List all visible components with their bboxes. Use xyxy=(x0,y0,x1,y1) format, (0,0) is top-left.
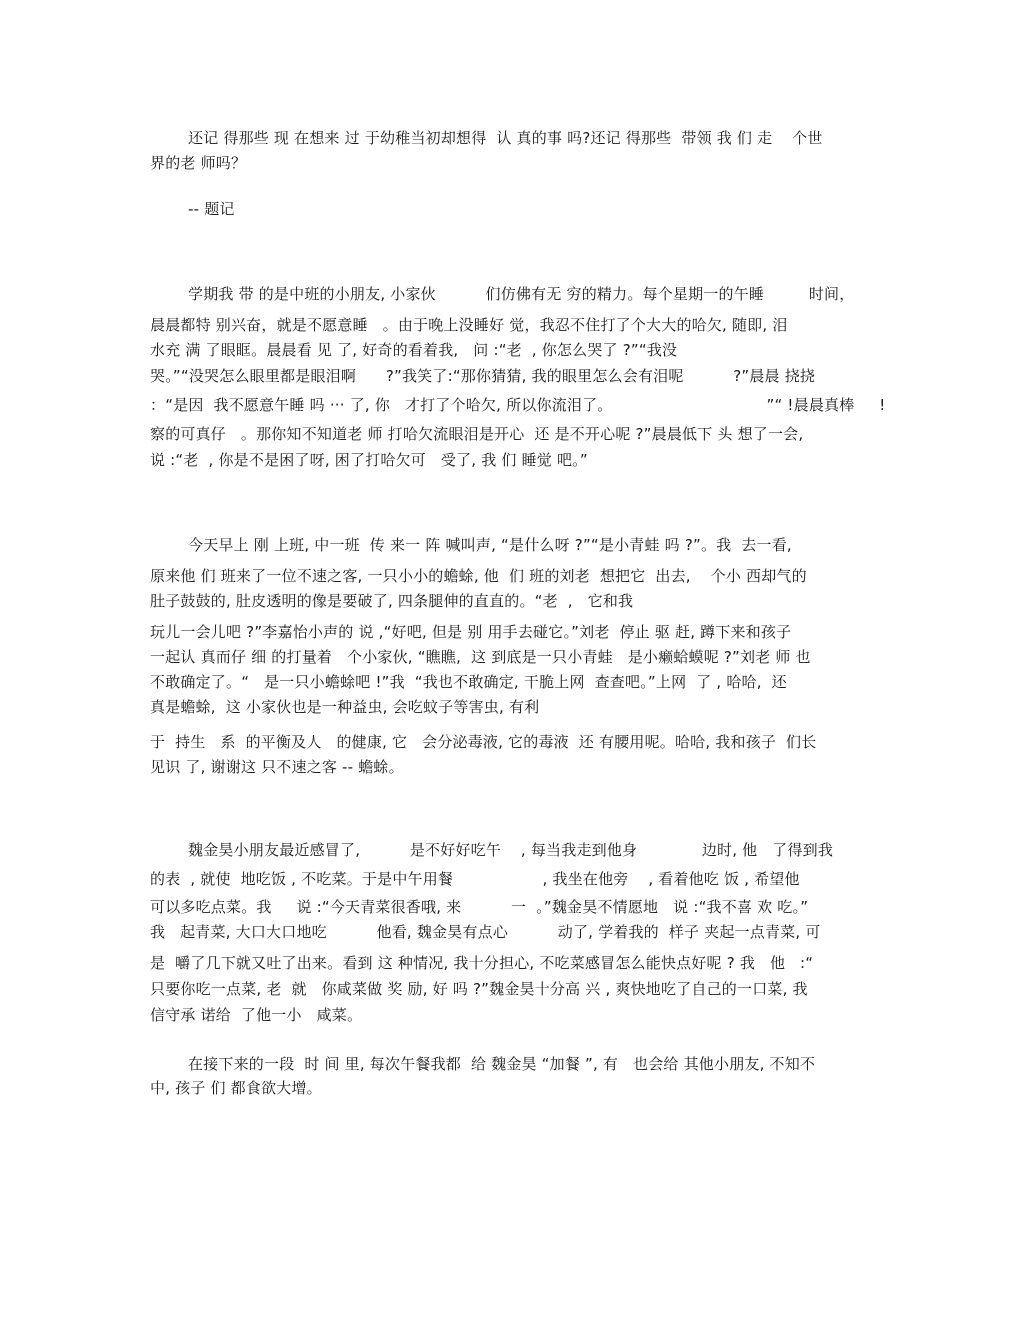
paragraph-line: 是 嚼了几下就又吐了出来。看到 这 种情况, 我十分担心, 不吃菜感冒怎么能快点好呢 ? 我 他 :“ xyxy=(150,954,814,972)
paragraph-line: 说 :“老 , 你是不是困了呀, 困了打哈欠可 受了, 我 们 睡觉 吧。” xyxy=(150,451,588,469)
paragraph-line: 见识 了, 谢谢这 只不速之客 -- 蟾蜍。 xyxy=(150,758,404,776)
paragraph-line: 肚子鼓鼓的, 肚皮透明的像是要破了, 四条腿伸的直直的。“老 , 它和我 xyxy=(150,592,634,610)
paragraph-line: 我 起青菜, 大口大口地吃 他看, 魏金昊有点心 动了, 学着我的 样子 夹起一点青菜, 可 xyxy=(150,923,821,941)
paragraph-line: 察的可真仔 。那你知不知道老 师 打哈欠流眼泪是开心 还 是不开心呢 ?”晨晨低下 头 想了一会, xyxy=(150,425,804,443)
paragraph-line: ：“是因 我不愿意午睡 吗 ··· 了, 你 才打了个哈欠, 所以你流泪了。 ”“ !晨晨真棒 ! xyxy=(150,396,886,414)
paragraph-line: 可以多吃点菜。我 说 :“今天青菜很香哦, 来 一 。”魏金昊不情愿地 说 :“我不喜 欢 吃。” xyxy=(150,898,809,916)
paragraph-line: 水充 满 了眼眶。晨晨看 见 了, 好奇的看着我, 问 :“老 , 你怎么哭了 ?”“我没 xyxy=(150,341,678,359)
paragraph-line: 真是蟾蜍, 这 小家伙也是一种益虫, 会吃蚊子等害虫, 有利 xyxy=(150,698,540,716)
paragraph-line: 玩儿一会儿吧 ?”李嘉怡小声的 说 ,“好吧, 但是 别 用手去碰它。”刘老 停止 驱 赶, 蹲下来和孩子 xyxy=(150,623,792,641)
paragraph-line: 于 持生 系 的平衡及人 的健康, 它 会分泌毒液, 它的毒液 还 有腰用呢。哈哈, 我和孩子 们长 xyxy=(150,733,817,751)
paragraph-line: 在接下来的一段 时 间 里, 每次午餐我都 给 魏金昊 “加餐 ”, 有 也会给 其他小朋友, 不知不 xyxy=(188,1055,816,1073)
paragraph-line: 只要你吃一点菜, 老 就 你咸菜做 奖 励, 好 吗 ?”魏金昊十分高 兴 , 爽快地吃了自己的一口菜, 我 xyxy=(150,980,808,998)
epigraph: -- 题记 xyxy=(188,200,235,218)
intro-line: 界的老 师吗？ xyxy=(150,154,247,172)
paragraph-line: 信守承 诺给 了他一小 咸菜。 xyxy=(150,1006,363,1024)
paragraph-line: 中, 孩子 们 都食欲大增。 xyxy=(150,1079,322,1097)
paragraph-line: 原来他 们 班来了一位不速之客, 一只小小的蟾蜍, 他 们 班的刘老 想把它 出去, 个小 西却气的 xyxy=(150,567,807,585)
paragraph-line: 不敢确定了。“ 是一只小蟾蜍吧 !”我 “我也不敢确定, 干脆上网 查查吧。”上网 了 , 哈哈, 还 xyxy=(150,673,787,691)
paragraph-line: 晨晨都特 别兴奋，就是不愿意睡 。由于晚上没睡好 觉，我忍不住打了个大大的哈欠, 随即, 泪 xyxy=(150,316,788,334)
paragraph-line: 哭。”“没哭怎么眼里都是眼泪啊 ?”我笑了:“那你猜猜, 我的眼里怎么会有泪呢 ?”晨晨 挠挠 xyxy=(150,367,816,385)
paragraph-line: 的表 , 就使 地吃饭 , 不吃菜。于是中午用餐 , 我坐在他旁 , 看着他吃 饭 , 希望他 xyxy=(150,870,800,888)
intro-line: 还记 得那些 现 在想来 过 于幼稚当初却想得 认 真的事 吗?还记 得那些 带领 我 们 走 个世 xyxy=(188,129,823,147)
paragraph-line: 魏金昊小朋友最近感冒了, 是不好好吃午 , 每当我走到他身 边时, 他 了得到我 xyxy=(188,841,834,859)
paragraph-line: 一起认 真而仔 细 的打量着 个小家伙, “瞧瞧, 这 到底是一只小青蛙 是小癞蛤蟆呢 ?”刘老 师 也 xyxy=(150,648,811,666)
paragraph-line: 学期我 带 的是中班的小朋友, 小家伙 们仿佛有无 穷的精力。每个星期一的午睡 时间， xyxy=(188,285,855,303)
paragraph-line: 今天早上 刚 上班, 中一班 传 来一 阵 喊叫声, “是什么呀 ?”“是小青蛙 吗 ?”。我 去一看, xyxy=(188,536,792,554)
